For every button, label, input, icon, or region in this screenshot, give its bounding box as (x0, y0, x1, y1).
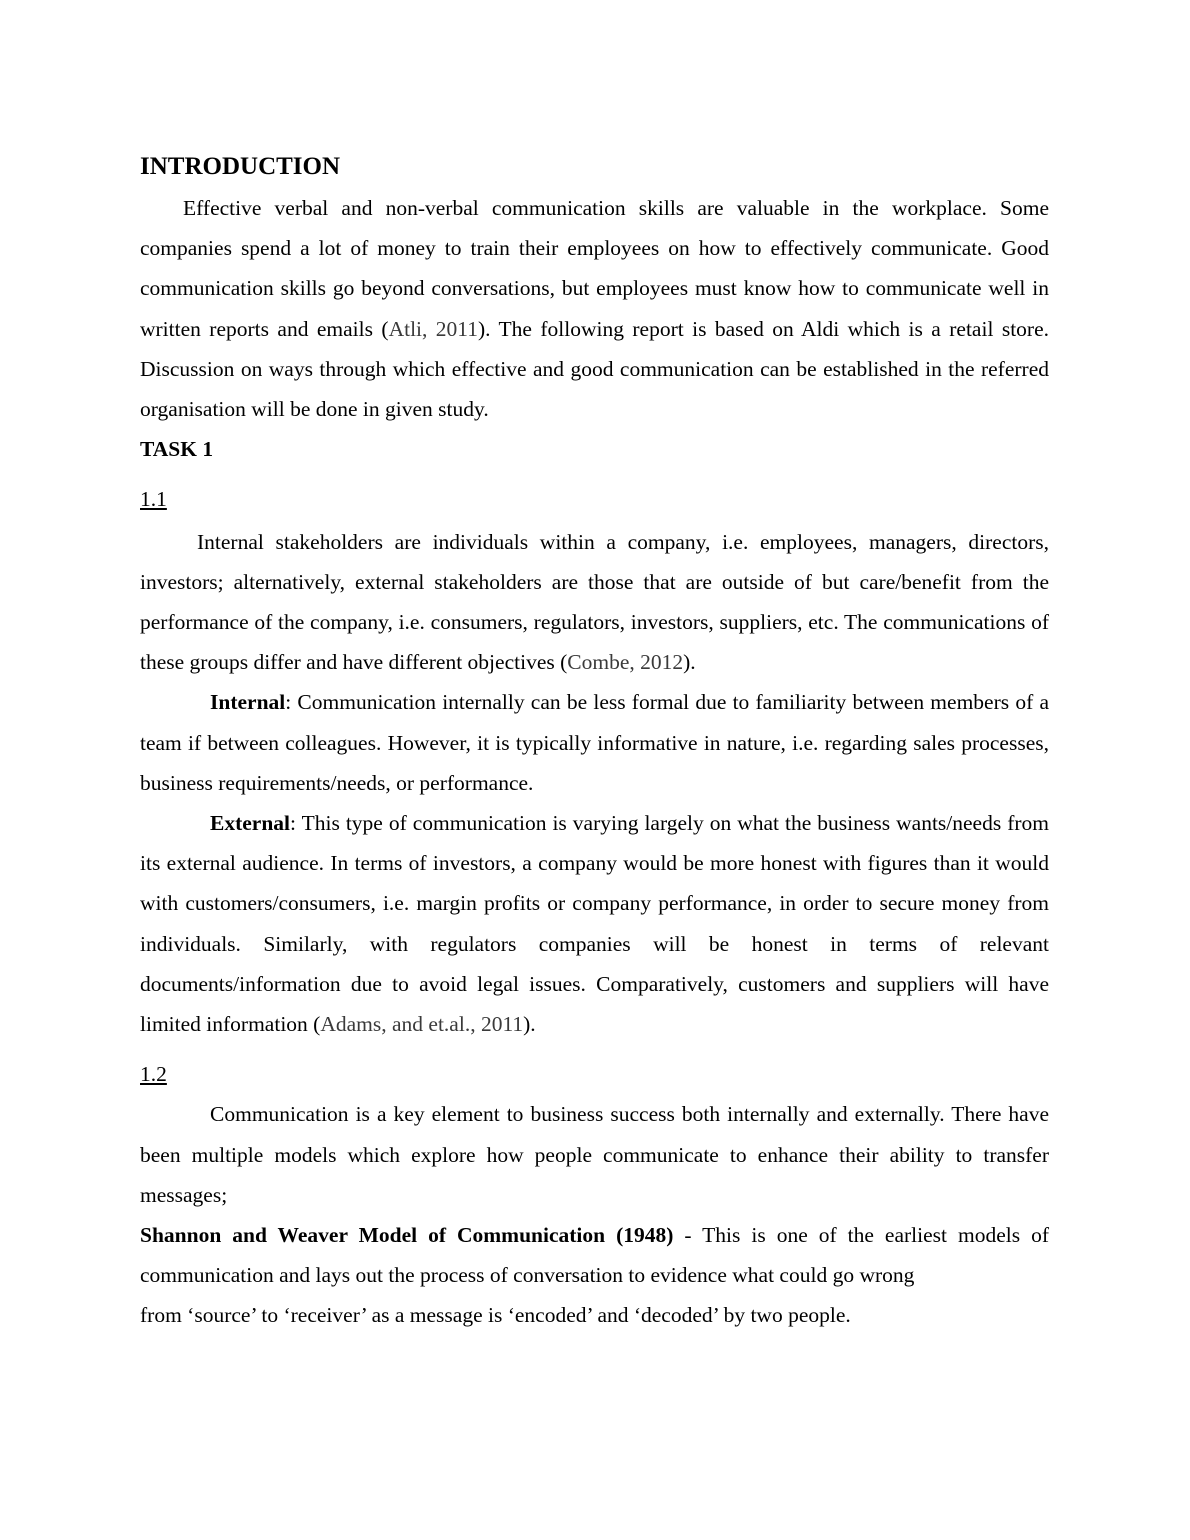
intro-paragraph (140, 188, 1049, 429)
document-page (140, 150, 1049, 1336)
communication-paragraph: Communication is a key element to business success both internally and externally. There have been multiple models which explore how people communicate to enhance their ability to transfer messages; (140, 1102, 1049, 1207)
intro-text-1: Effective verbal and non-verbal communication skills are valuable in the workplace. Some companies spend a lot of money to train their employees on how to effectively communicate. Good communication skills go beyond conversations, but employees must know how to communicate well in written reports and emails ( (140, 196, 1049, 341)
introduction-heading: INTRODUCTION (140, 153, 341, 180)
citation-adams: Adams, and et.al., 2011 (320, 1012, 524, 1037)
external-text-1: : This type of communication is varying largely on what the business wants/needs from its external audience. In terms of investors, a company would be more honest with figures than it would with customers/consumers, i.e. margin profits or company performance, in order to secure money from individuals. Similarly, with regulators companies will be honest in terms of relevant documents/information due to avoid legal issues. Comparatively, customers and suppliers will have limited information ( (140, 811, 1049, 1037)
external-paragraph (140, 803, 1049, 1044)
stakeholders-text-1: Internal stakeholders are individuals within a company, i.e. employees, managers, directors, investors; alternatively, external stakeholders are those that are outside of but care/benefit from the performance of the company, i.e. consumers, regulators, investors, suppliers, etc. The communications of these groups differ and have different objectives ( (140, 529, 1049, 675)
intro-text-2: ). The following report is based on Aldi which is a retail store. Discussion on ways through which effective and good communication can be established in the referred organisation will be done in given study. (140, 316, 1049, 422)
stakeholders-paragraph (140, 522, 1049, 683)
stakeholders-text-2: ). (683, 650, 696, 675)
shannon-weaver-text-1: - This is one of the earliest models of communication and lays out the process of conversation to evidence what could go wrong (140, 1223, 1049, 1288)
citation-combe: Combe, 2012 (567, 650, 684, 675)
section-1-1-label: 1.1 (140, 487, 167, 512)
task-1-heading: TASK 1 (140, 437, 214, 462)
shannon-weaver-last-line: from ‘source’ to ‘receiver’ as a message is ‘encoded’ and ‘decoded’ by two people. (140, 1303, 851, 1328)
section-1-2-label: 1.2 (140, 1062, 167, 1087)
external-term: External (210, 811, 291, 836)
internal-paragraph (140, 682, 1049, 803)
external-text-2: ). (523, 1012, 536, 1037)
internal-term: Internal (210, 690, 286, 715)
shannon-weaver-title: Shannon and Weaver Model of Communication (1948) (140, 1223, 674, 1248)
citation-atli: Atli, 2011 (388, 316, 478, 341)
internal-text: : Communication internally can be less formal due to familiarity between members of a team if between colleagues. However, it is typically informative in nature, i.e. regarding sales processes, business requirements/needs, or performance. (140, 690, 1049, 795)
shannon-weaver-paragraph (140, 1215, 1049, 1295)
